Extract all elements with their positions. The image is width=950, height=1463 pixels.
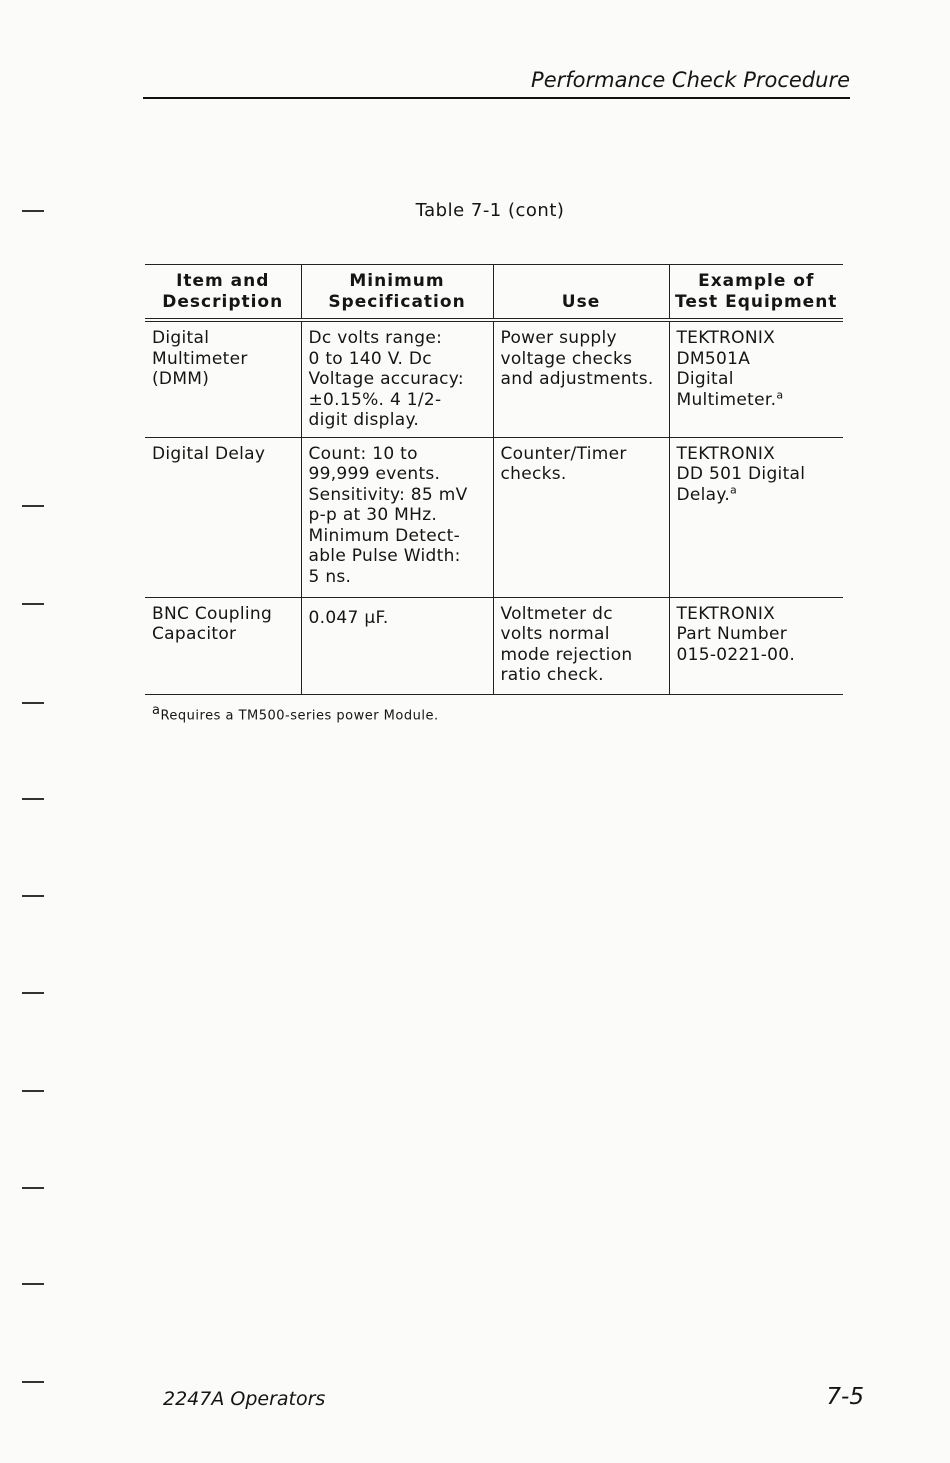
cell-line: 0.047 µF. [308,607,389,628]
manual-title: 2247A Operators [163,1388,326,1410]
cell-line: TEKTRONIX [676,328,776,348]
cell-line: BNC Coupling [152,603,273,624]
cell-line [676,387,837,411]
cell-line: Sensitivity: 85 mV [308,484,468,505]
header-line: Example of [698,271,815,291]
cell-line: Digital [676,369,734,389]
cell-line: checks. [500,464,567,484]
cell-item [145,437,301,597]
footnote-marker: a [776,387,784,401]
cell-line [676,482,837,506]
cell-line: TEKTRONIX [676,603,776,624]
table-footnote [152,703,439,723]
cell-line: Minimum Detect- [308,525,461,546]
cell-use [493,437,669,597]
footnote-marker: a [730,482,738,496]
cell-line: able Pulse Width: [308,546,461,566]
header-line: Description [162,291,284,312]
cell-use [493,320,669,437]
table-row [145,437,843,597]
cell-line: 015-0221-00. [676,644,796,665]
cell-line: DM501A [676,348,751,369]
cell-line: volts normal [500,624,610,644]
cell-line: Counter/Timer [500,443,627,464]
footnote-text: Requires a TM500-series power Module. [160,708,439,724]
cell-line: Voltage accuracy: [308,369,464,389]
column-header-example [669,265,843,321]
cell-line: 0 to 140 V. Dc [308,348,432,369]
cell-line: Digital Delay [152,443,266,464]
header-line: Minimum [349,271,445,291]
cell-line: TEKTRONIX [676,443,776,464]
cell-spec [301,597,493,694]
cell-line: and adjustments. [500,369,654,389]
table-row [145,320,843,437]
cell-use [493,597,669,694]
column-header-use [493,265,669,321]
cell-line: ±0.15%. 4 1/2- [308,389,442,410]
column-header-item [145,265,301,321]
cell-line: Voltmeter dc [500,603,613,624]
cell-line: p-p at 30 MHz. [308,505,438,525]
cell-spec [301,320,493,437]
footnote-marker: a [152,703,161,718]
table-row [145,597,843,694]
cell-line: DD 501 Digital [676,464,806,484]
cell-line: digit display. [308,410,420,430]
cell-item [145,597,301,694]
cell-line: ratio check. [500,665,604,685]
cell-line: Multimeter [152,348,248,369]
cell-line: (DMM) [152,369,210,389]
cell-example [669,597,843,694]
header-line: Specification [328,291,466,312]
page-number: 7-5 [826,1384,864,1410]
header-line: Test Equipment [675,291,838,312]
cell-line: 5 ns. [308,566,352,587]
header-line: Use [561,291,601,312]
cell-text: Delay. [676,484,731,505]
table-header-row [145,265,843,321]
running-head: Performance Check Procedure [143,68,850,99]
cell-item [145,320,301,437]
cell-spec [301,437,493,597]
equipment-table [145,264,843,695]
cell-text: Multimeter. [676,389,777,410]
cell-example [669,437,843,597]
cell-line: voltage checks [500,348,633,369]
cell-line: Capacitor [152,624,237,644]
cell-line: 99,999 events. [308,464,441,484]
cell-line: mode rejection [500,644,633,665]
table-caption: Table 7-1 (cont) [415,200,565,221]
cell-example [669,320,843,437]
column-header-specification [301,265,493,321]
cell-line: Digital [152,328,210,348]
cell-line: Part Number [676,624,788,644]
cell-line: Power supply [500,328,617,348]
cell-line: Dc volts range: [308,328,443,348]
header-line: Item and [176,271,270,291]
cell-line: Count: 10 to [308,443,418,464]
